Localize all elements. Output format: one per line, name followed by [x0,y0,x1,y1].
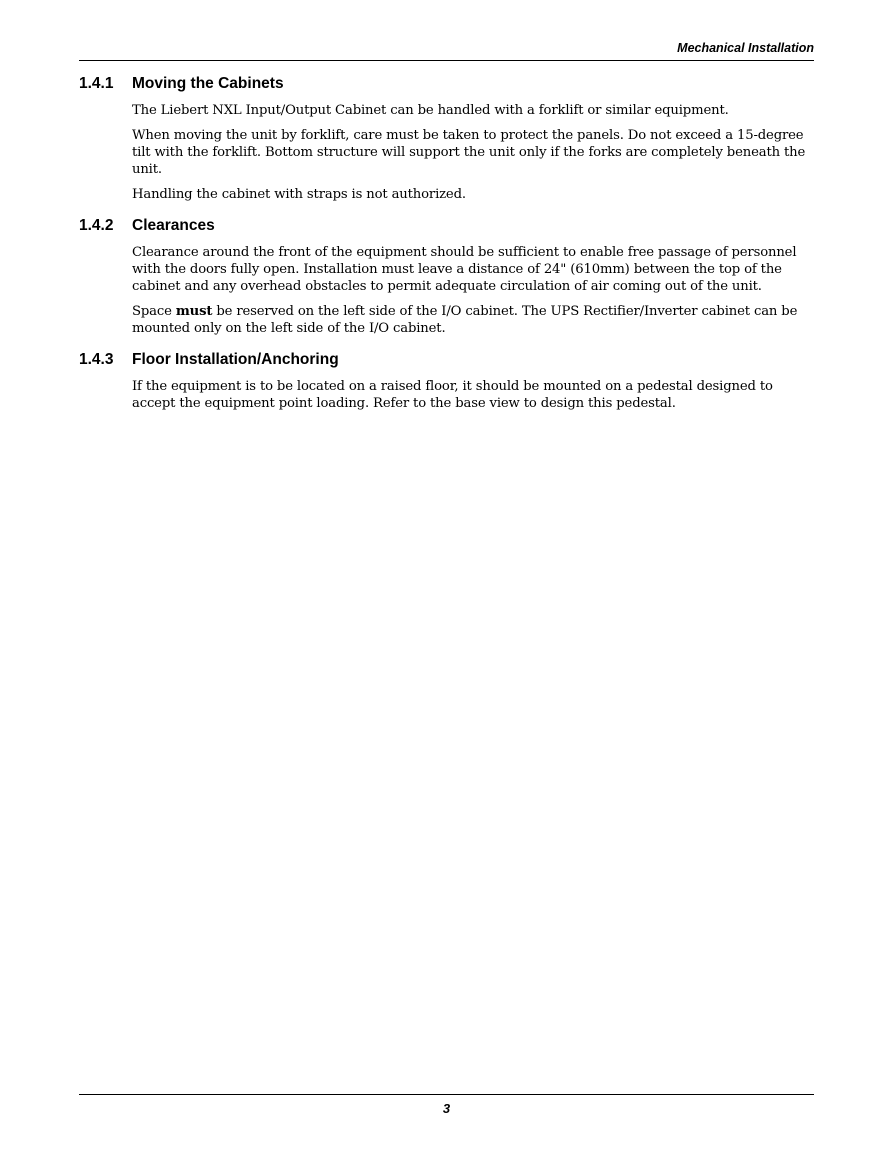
text-run: Space [132,304,176,319]
section-moving-the-cabinets [79,74,814,203]
section-number: 1.4.1 [79,75,114,92]
section-number: 1.4.2 [79,217,114,234]
paragraph: The Liebert NXL Input/Output Cabinet can be handled with a forklift or similar equipment. [132,103,729,118]
emphasis-text: must [175,304,213,319]
section-title: Floor Installation/Anchoring [132,351,339,368]
section-heading [79,74,814,94]
paragraph: Clearance around the front of the equipment should be sufficient to enable free passage of personnel with the doors fully open. Installation must leave a distance of 24" (610mm) between the top of the cabinet and any overhead obstacles to permit adequate circulation of air coming out of the unit. [132,245,797,294]
section-title: Moving the Cabinets [132,75,284,92]
running-header [79,40,814,61]
page-content [79,74,814,420]
text-run: be reserved on the left side of the I/O cabinet. The UPS Rectifier/Inverter cabinet can be mounted only on the left side of the I/O cabinet. [132,304,798,336]
section-clearances [79,216,814,337]
running-footer [79,1094,814,1117]
paragraph: If the equipment is to be located on a raised floor, it should be mounted on a pedestal designed to accept the equipment point loading. Refer to the base view to design this pedestal. [132,379,773,411]
section-heading [79,350,814,370]
section-title: Clearances [132,217,215,234]
paragraph: Handling the cabinet with straps is not authorized. [132,187,466,202]
running-header-title: Mechanical Installation [677,41,814,55]
section-number: 1.4.3 [79,351,114,368]
page-number: 3 [442,1101,451,1116]
paragraph-space-reserved [132,303,814,337]
section-floor-installation [79,350,814,412]
paragraph: When moving the unit by forklift, care must be taken to protect the panels. Do not exceed a 15-degree tilt with the forklift. Bottom structure will support the unit only if the forks are completely beneath the unit. [132,128,806,177]
section-heading [79,216,814,236]
